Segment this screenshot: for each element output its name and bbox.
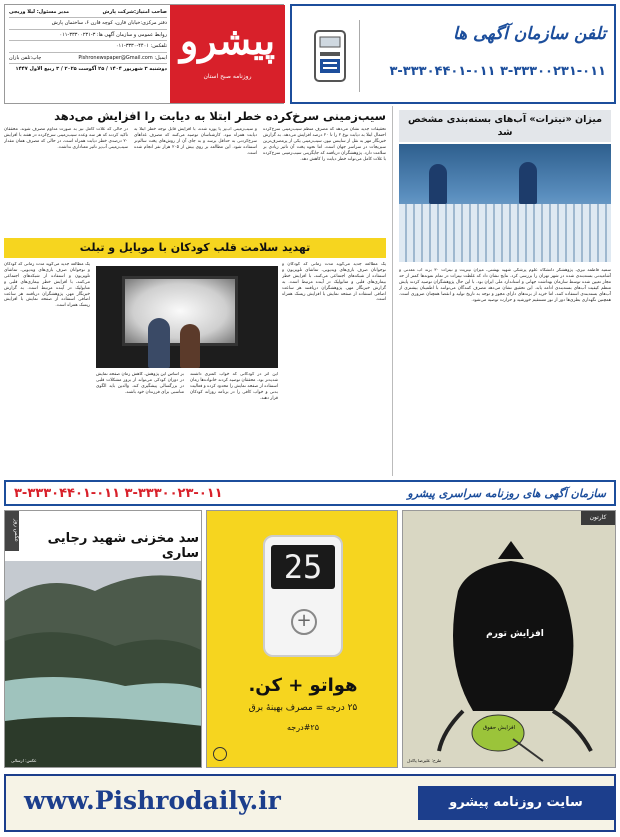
main-headline: سیب‌زمینی سرخ‌کرده خطر ابتلا به دیابت را افزایش می‌دهد xyxy=(54,109,386,123)
phone-line: روابط عمومی و سازمان آگهی ها: ۳-۳۳۳۰۰۲۳۱-۰۱۱ xyxy=(9,30,167,41)
kids-col-3: بر اساس این پژوهش، کاهش زمان صفحه نمایش در دوران کودکی می‌تواند از بروز مشکلات قلبی در بزرگسالی پیشگیری کند. والدین باید الگوی مناسبی برای فرزندان خود باشند. xyxy=(96,372,184,395)
mid-ad-numbers: ۳-۳۳۳۰۰۲۳-۰۱۱ ۳-۳۳۳۰۴۴۰۱-۰۱۱ xyxy=(14,485,223,501)
thermostat-icon xyxy=(263,535,343,657)
footer-url[interactable]: www.Pishrodaily.ir xyxy=(24,786,281,815)
kids-col-2: این اثر در کودکانی که خواب کمتری داشتند شدیدتر بود. محققان توصیه کردند خانواده‌ها زمان استفاده از صفحه نمایش را محدود کرده و فعالیت بدنی و خواب کافی را در برنامه روزانه کودکان قرار دهند. xyxy=(190,372,278,401)
masthead xyxy=(4,4,284,104)
reservoir-photo xyxy=(5,561,202,768)
office-address: دفتر مرکزی:خیابان قارن، کوچه قارن ۶، ساختمان پارش xyxy=(9,18,167,29)
main-col-1: تحقیقات جدید نشان می‌دهد که مصرف منظم سیب‌زمینی سرخ‌کرده احتمال ابتلا به دیابت نوع ۲ را تا ۲۰ درصد افزایش می‌دهد. به گزارش خبرنگار مهر به نقل از ساینس نیوز، سیب‌زمینی یکی از پرمصرف‌ترین سبزیجات در سراسر جهان است، اما نحوه پخت آن تاثیر زیادی بر سلامت دارد. پژوهشگران دریافتند که جایگزینی سیب‌زمینی سرخ‌کرده با غلات کامل می‌تواند خطر دیابت را کاهش دهد. xyxy=(263,127,386,162)
main-col-3: در حالی که غلات کامل نیز به صورت مداوم مصرف شوند. محققان تاکید کردند که هر سه وعده سیب‌زمینی سرخ‌کرده در هفته با افزایش ۲۰ درصدی خطر دیابت همراه است، در حالی که مصرف همان مقدار سیب‌زمینی آب‌پز تاثیر معناداری نداشت. xyxy=(4,127,128,150)
plus-icon: + xyxy=(291,609,317,635)
print-line: چاپ:تلفن بازان xyxy=(9,54,42,61)
cartoon-sack-label: افزایش تورم xyxy=(486,629,544,639)
email-line[interactable]: ایمیل: Pishronewspaper@Gmail.com xyxy=(78,54,167,61)
energy-ad-panel[interactable] xyxy=(206,510,398,768)
photo-tag: عکس روز xyxy=(5,511,19,551)
photo-title: سد مخزنی شهید رجایی ساری xyxy=(47,531,199,561)
brand-name: پیشرو xyxy=(179,18,276,63)
owner-line: صاحب امتیاز:شرکت پارش xyxy=(102,9,167,15)
kids-col-4: یک مطالعه جدید می‌گوید مدت زمانی که کودکان و نوجوانان صرف بازی‌های ویدیویی، تماشای تلویزیون و استفاده از شبکه‌های اجتماعی می‌کنند، با افزایش خطر بیماری‌های قلبی و متابولیک در آینده مرتبط است. به گزارش خبرنگار مهر، پژوهشگران دریافتند هر ساعت اضافی استفاده از صفحه نمایش با افزایش ریسک همراه است. xyxy=(4,262,90,309)
fax-line: تلفکس: ۴۴۰۱-۳۳۳۰-۰۱۱ xyxy=(9,41,167,52)
footer-label: سایت روزنامه پیشرو xyxy=(418,786,614,820)
energy-ad-brand: هواتو + کن. xyxy=(248,675,358,696)
mid-ad-text: سازمان آگهی های روزنامه سراسری پیشرو xyxy=(407,486,606,500)
fax-icon xyxy=(300,20,360,92)
bottling-factory-photo xyxy=(399,144,611,262)
energy-logo-icon xyxy=(213,747,227,761)
cartoon-tag: کارتون xyxy=(581,511,615,525)
main-article-body xyxy=(4,127,386,235)
kids-headline: تهدید سلامت قلب کودکان با موبایل و تبلت xyxy=(4,238,386,258)
kids-col-1: یک مطالعه جدید می‌گوید مدت زمانی که کودکان و نوجوانان صرف بازی‌های ویدیویی، تماشای تلویزیون و استفاده از شبکه‌های اجتماعی می‌کنند، با افزایش خطر بیماری‌های قلبی و متابولیک در آینده مرتبط است. به گزارش خبرنگار مهر، پژوهشگران دریافتند هر ساعت اضافی استفاده از صفحه نمایش با افزایش ریسک همراه است. xyxy=(282,262,386,303)
side-headline: میزان «نیترات» آب‌های بسته‌بندی مشخص شد xyxy=(399,110,611,142)
energy-ad-subline: ۲۵ درجه = مصرف بهینهٔ برق xyxy=(248,703,358,713)
top-ad-box[interactable] xyxy=(290,4,616,104)
newspaper-logo xyxy=(170,5,285,103)
cartoon-panel xyxy=(402,510,616,768)
mid-ad-banner[interactable] xyxy=(4,480,616,506)
kids-article xyxy=(4,262,386,474)
date-line: دوشنبه ۳ شهریور ۱۴۰۴ / ۲۵ آگوست ۲۰۲۵ / ۳ ربیع الاول ۱۴۴۷ xyxy=(15,66,167,73)
side-body: سمیه فاطمه نیری، پژوهشگر دانشگاه علوم پزشکی شهید بهشتی، میزان نیتریت و نیترات ۳۰ برند آب معدنی و آشامیدنی بسته‌بندی شده در شهر تهران را بررسی کرد. نتایج نشان داد که غلظت نیترات در تمام نمونه‌ها کمتر از حد مجاز تعیین شده توسط سازمان بهداشت جهانی و استاندارد ملی ایران بود. با این حال پژوهشگران توصیه کردند پایش منظم کیفیت آب‌های بسته‌بندی ادامه یابد. این تحقیق نشان می‌دهد مصرف کنندگان می‌توانند با اطمینان بیشتری از آب‌های بسته‌بندی استفاده کنند، اما خرید از برندهای دارای مجوز و توجه به تاریخ تولید و انقضا همچنان ضروری است. همچنین نگهداری بطری‌ها دور از نور مستقیم خورشید و حرارت توصیه می‌شود. xyxy=(399,268,611,303)
top-ad-numbers: ۳-۳۳۳۰۰۲۳۱-۰۱۱ ۳-۳۳۳۰۴۴۰۱-۰۱۱ xyxy=(389,64,606,79)
kids-photo xyxy=(96,266,278,368)
photo-credit: عکس: ارسالی xyxy=(11,758,37,764)
footer-banner[interactable] xyxy=(4,774,616,832)
main-col-2: و سیب‌زمینی آب‌پز یا پوره شده، با افزایش قابل توجه خطر ابتلا به دیابت همراه نبود. کارشناسان توصیه می‌کنند که مصرف غذاهای سرخ‌کردنی به حداقل برسد و به جای آن از روش‌های پخت سالم‌تر استفاده شود. این مطالعه بر روی بیش از ۲۰۵ هزار نفر انجام شده است. xyxy=(134,127,257,156)
top-ad-title: تلفن سازمان آگهی ها xyxy=(452,24,606,44)
cartoon-bag-label: افزایش حقوق xyxy=(482,725,516,731)
brand-subtitle: روزنامه صبح استان xyxy=(203,73,252,80)
photo-of-day-panel xyxy=(4,510,202,768)
thermostat-display: 25 xyxy=(271,545,335,589)
director-line: مدیر مسئول: لیلا وریجی xyxy=(9,9,70,15)
energy-ad-hashtag: #۲۵درجه xyxy=(287,723,319,732)
cartoon-credit: طرح: علیرضا پاکدل xyxy=(407,758,442,764)
side-article xyxy=(392,106,616,476)
